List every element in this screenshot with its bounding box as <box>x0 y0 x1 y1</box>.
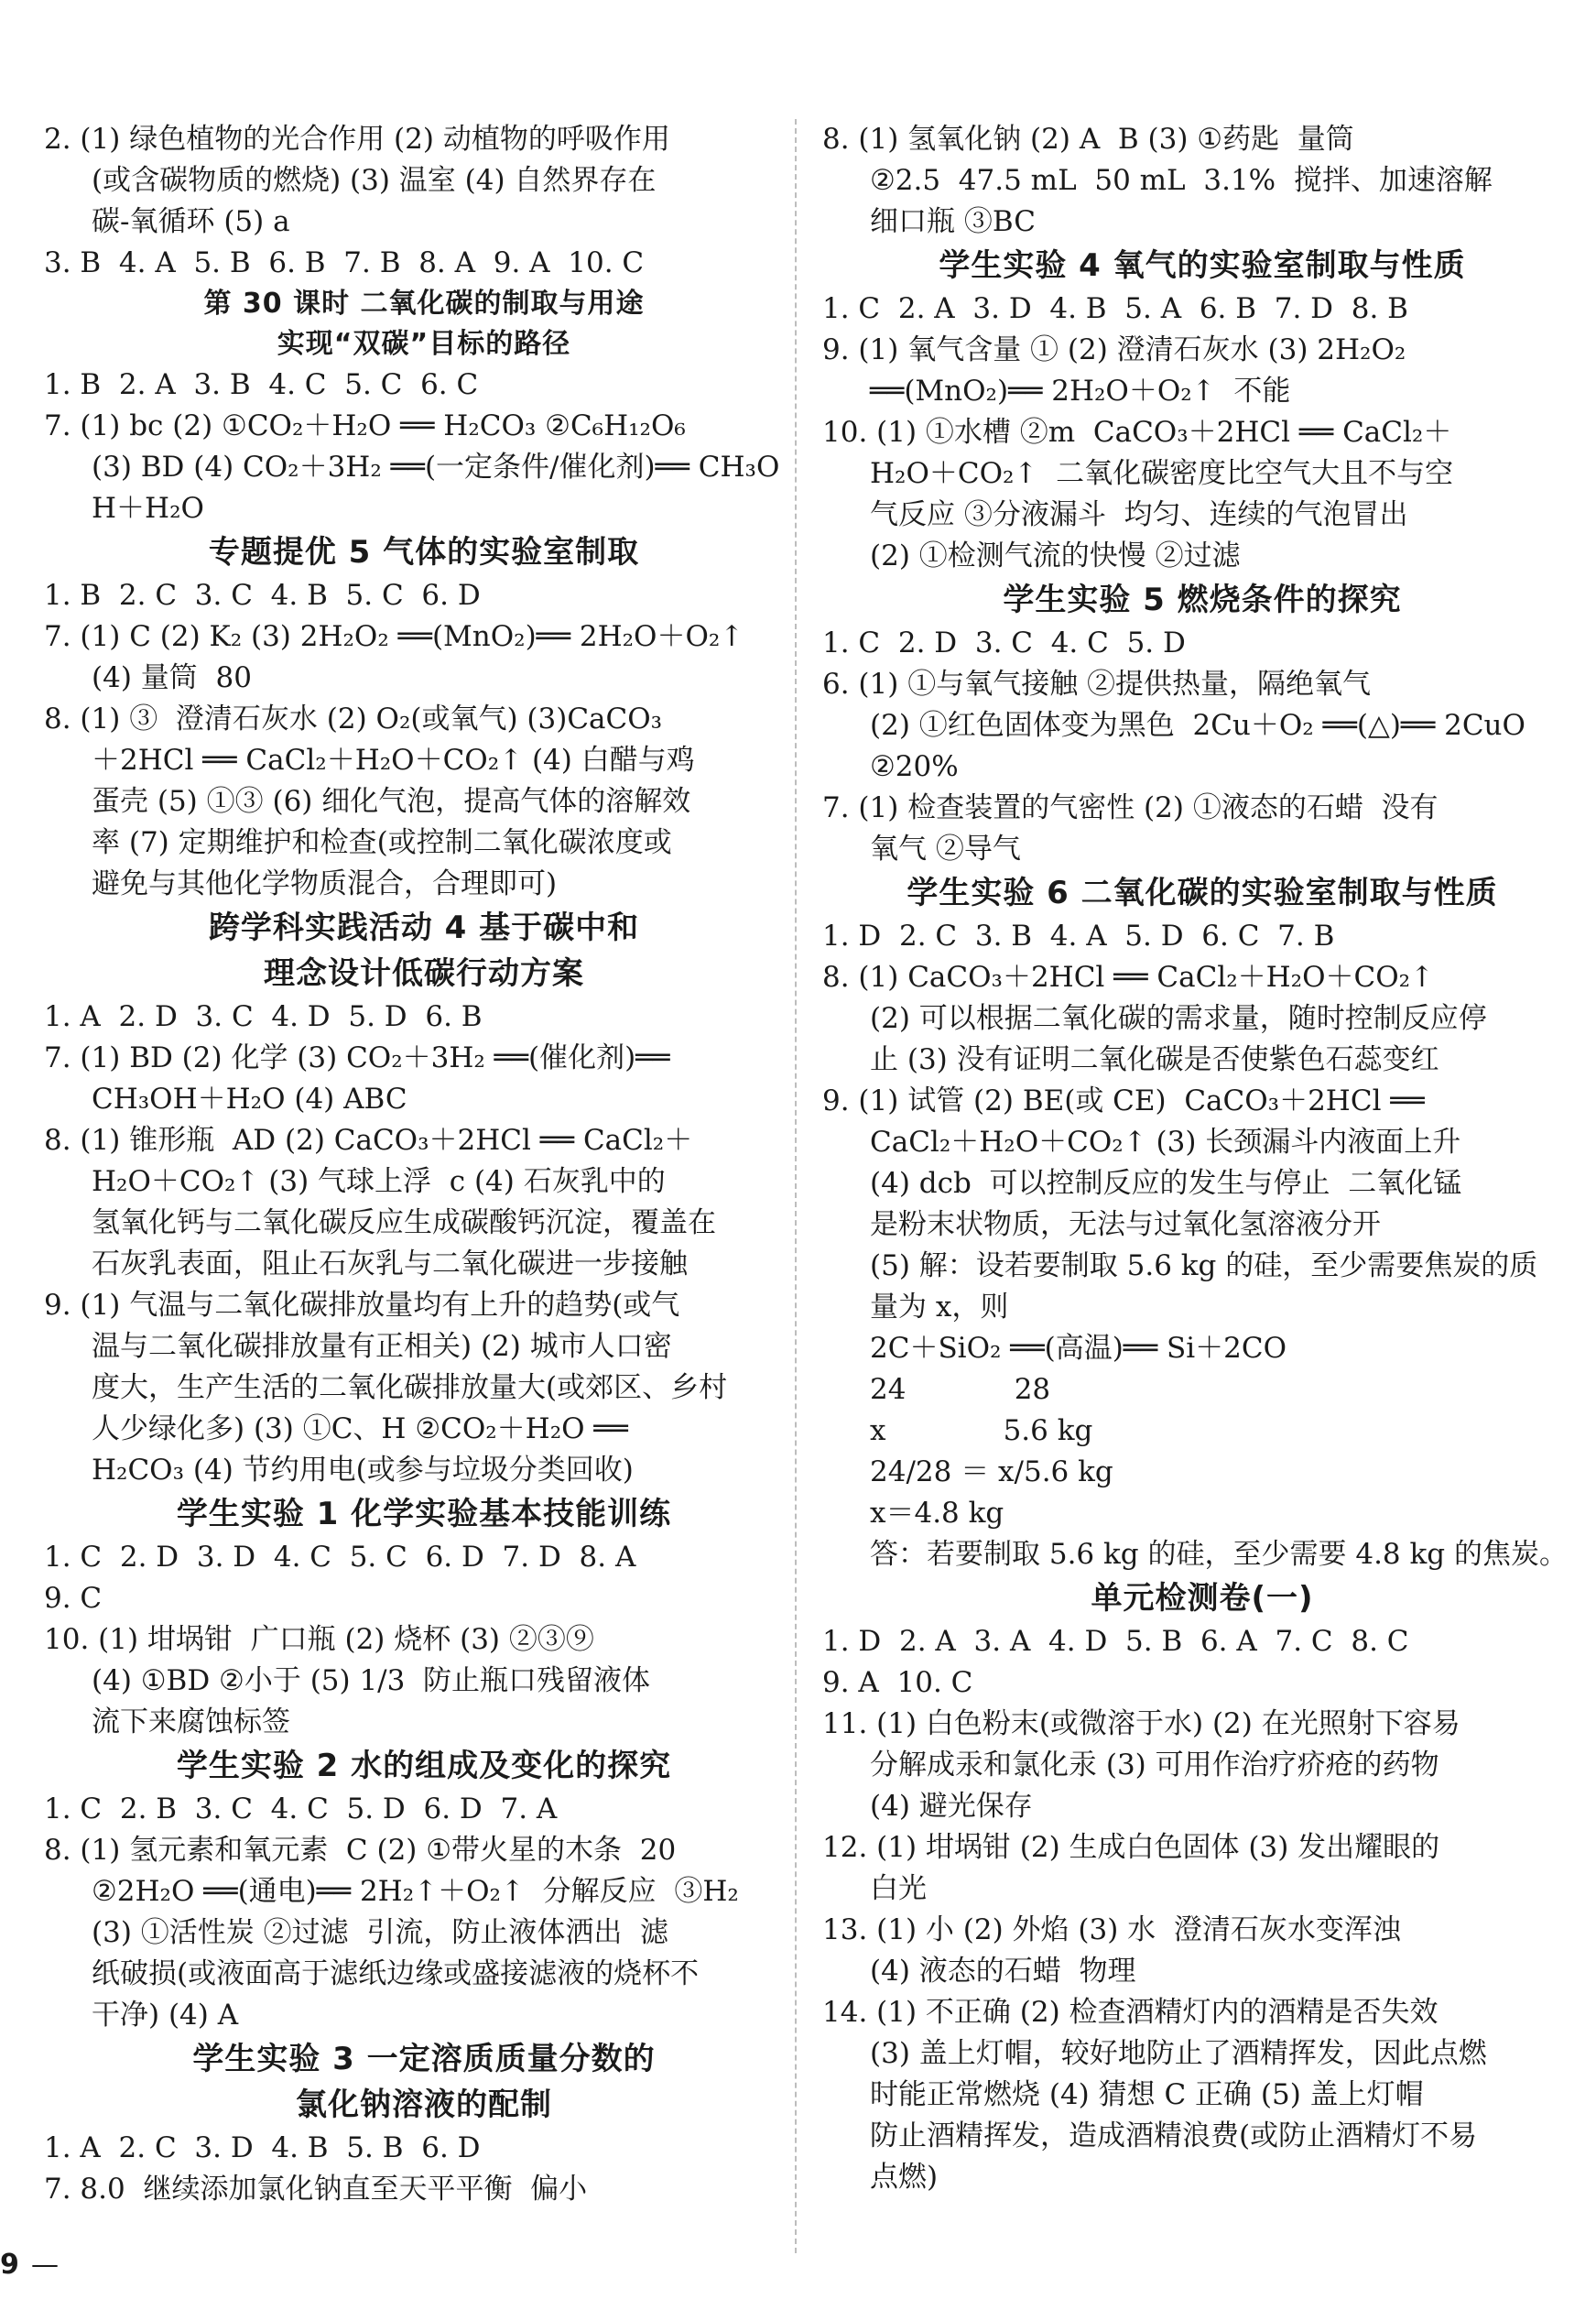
answer-line: 人少绿化多) (3) ①C、H ②CO₂＋H₂O ══ <box>92 1412 628 1445</box>
answer-line: 止 (3) 没有证明二氧化碳是否使紫色石蕊变红 <box>870 1043 1439 1076</box>
answer-line: 7. (1) BD (2) 化学 (3) CO₂＋3H₂ ══(催化剂)══ <box>44 1041 670 1074</box>
answer-line: 10. (1) 坩埚钳 广口瓶 (2) 烧杯 (3) ②③⑨ <box>44 1623 594 1656</box>
section-heading: 学生实验 2 水的组成及变化的探究 <box>176 1748 672 1784</box>
answer-line: 9. (1) 试管 (2) BE(或 CE) CaCO₃＋2HCl ══ <box>822 1084 1425 1117</box>
answer-line: (2) 可以根据二氧化碳的需求量，随时控制反应停 <box>870 1002 1487 1035</box>
answer-line: 11. (1) 白色粉末(或微溶于水) (2) 在光照射下容易 <box>822 1707 1460 1740</box>
answer-line: 7. (1) bc (2) ①CO₂＋H₂O ══ H₂CO₃ ②C₆H₁₂O₆ <box>44 409 686 442</box>
answer-line: 8. (1) 锥形瓶 AD (2) CaCO₃＋2HCl ══ CaCl₂＋ <box>44 1124 693 1157</box>
answer-line: 8. (1) 氢氧化钠 (2) A B (3) ①药匙 量筒 <box>822 123 1354 156</box>
answer-line: 流下来腐蚀标签 <box>92 1705 290 1738</box>
section-heading: 学生实验 4 氧气的实验室制取与性质 <box>939 247 1466 284</box>
answer-line: 时能正常燃烧 (4) 猜想 C 正确 (5) 盖上灯帽 <box>870 2078 1424 2111</box>
answer-line: 氧气 ②导气 <box>870 833 1021 866</box>
answer-line: 1. B 2. C 3. C 4. B 5. C 6. D <box>44 579 481 612</box>
answer-line: 9. C <box>44 1582 103 1615</box>
answer-line: x＝4.8 kg <box>870 1497 1004 1530</box>
answer-line: 量为 x，则 <box>870 1291 1009 1324</box>
answer-line: 干净) (4) A <box>92 1999 239 2032</box>
answer-line: 3. B 4. A 5. B 6. B 7. B 8. A 9. A 10. C <box>44 246 645 279</box>
answer-line: H₂O＋CO₂↑ 二氧化碳密度比空气大且不与空 <box>870 457 1454 490</box>
answer-line: 12. (1) 坩埚钳 (2) 生成白色固体 (3) 发出耀眼的 <box>822 1831 1440 1864</box>
section-heading: 第 30 课时 二氧化碳的制取与用途 <box>203 288 645 320</box>
section-heading: 学生实验 5 燃烧条件的探究 <box>1003 582 1402 618</box>
answer-line: 6. (1) ①与氧气接触 ②提供热量，隔绝氧气 <box>822 668 1372 701</box>
answer-line: (3) ①活性炭 ②过滤 引流，防止液体洒出 滤 <box>92 1916 669 1949</box>
answer-line: (或含碳物质的燃烧) (3) 温室 (4) 自然界存在 <box>92 164 657 197</box>
answer-line: 1. C 2. D 3. D 4. C 5. C 6. D 7. D 8. A <box>44 1541 636 1574</box>
answer-line: 1. A 2. D 3. C 4. D 5. D 6. B <box>44 1000 483 1033</box>
answer-line: 度大，生产生活的二氧化碳排放量大(或郊区、乡村 <box>92 1371 728 1404</box>
answer-line: 1. A 2. C 3. D 4. B 5. B 6. D <box>44 2131 481 2164</box>
answer-line: 率 (7) 定期维护和检查(或控制二氧化碳浓度或 <box>92 826 672 859</box>
answer-line: 8. (1) 氢元素和氧元素 C (2) ①带火星的木条 20 <box>44 1834 677 1867</box>
answer-line: x 5.6 kg <box>870 1414 1093 1447</box>
answer-line: 1. C 2. B 3. C 4. C 5. D 6. D 7. A <box>44 1792 558 1825</box>
answer-line: (2) ①检测气流的快慢 ②过滤 <box>870 539 1241 572</box>
answer-line: 点燃) <box>870 2161 939 2194</box>
answer-line: 9. (1) 气温与二氧化碳排放量均有上升的趋势(或气 <box>44 1289 680 1322</box>
answer-line: (2) ①红色固体变为黑色 2Cu＋O₂ ══(△)══ 2CuO <box>870 709 1525 742</box>
section-heading: 跨学科实践活动 4 基于碳中和 <box>208 910 640 946</box>
answer-line: (4) 量筒 80 <box>92 661 252 694</box>
column-divider <box>795 119 797 2253</box>
answer-line: 白光 <box>870 1872 927 1905</box>
answer-line: 气反应 ③分液漏斗 均匀、连续的气泡冒出 <box>870 498 1408 531</box>
answer-line: 氢氧化钙与二氧化碳反应生成碳酸钙沉淀，覆盖在 <box>92 1206 716 1239</box>
section-heading: 专题提优 5 气体的实验室制取 <box>208 534 640 571</box>
answer-line: 24/28 ＝ x/5.6 kg <box>870 1455 1113 1488</box>
page-number-dash: — <box>31 2249 59 2281</box>
answer-line: 是粉末状物质，无法与过氧化氢溶液分开 <box>870 1208 1381 1241</box>
answer-line: 9. (1) 氧气含量 ① (2) 澄清石灰水 (3) 2H₂O₂ <box>822 333 1406 366</box>
left-column <box>44 119 804 2210</box>
answer-line: 8. (1) ③ 澄清石灰水 (2) O₂(或氧气) (3)CaCO₃ <box>44 703 663 735</box>
section-heading: 实现“双碳”目标的路径 <box>277 328 571 360</box>
answer-line: (4) ①BD ②小于 (5) 1/3 防止瓶口残留液体 <box>92 1664 651 1697</box>
answer-line: 1. D 2. A 3. A 4. D 5. B 6. A 7. C 8. C <box>822 1625 1409 1658</box>
answer-line: 14. (1) 不正确 (2) 检查酒精灯内的酒精是否失效 <box>822 1996 1439 2029</box>
answer-line: 10. (1) ①水槽 ②m CaCO₃＋2HCl ══ CaCl₂＋ <box>822 416 1452 449</box>
answer-line: 7. 8.0 继续添加氯化钠直至天平平衡 偏小 <box>44 2173 588 2206</box>
answer-line: ②2H₂O ══(通电)══ 2H₂↑＋O₂↑ 分解反应 ③H₂ <box>92 1875 739 1908</box>
answer-line: (4) 避光保存 <box>870 1790 1033 1823</box>
answer-line: 答：若要制取 5.6 kg 的硅，至少需要 4.8 kg 的焦炭。 <box>870 1538 1568 1571</box>
answer-line: 蛋壳 (5) ①③ (6) 细化气泡，提高气体的溶解效 <box>92 785 691 818</box>
section-heading: 单元检测卷(一) <box>1091 1580 1314 1617</box>
answer-line: 石灰乳表面，阻止石灰乳与二氧化碳进一步接触 <box>92 1248 688 1280</box>
answer-line: 7. (1) 检查装置的气密性 (2) ①液态的石蜡 没有 <box>822 791 1439 824</box>
answer-line: 24 28 <box>870 1373 1051 1406</box>
answer-line: (4) 液态的石蜡 物理 <box>870 1955 1136 1988</box>
answer-line: (5) 解：设若要制取 5.6 kg 的硅，至少需要焦炭的质 <box>870 1249 1538 1282</box>
answer-line: (3) BD (4) CO₂＋3H₂ ══(一定条件/催化剂)══ CH₃OH＋H₂O <box>92 451 780 525</box>
page-number: 9 <box>0 2249 19 2281</box>
answer-line: 1. D 2. C 3. B 4. A 5. D 6. C 7. B <box>822 920 1335 953</box>
answer-line: 2C＋SiO₂ ══(高温)══ Si＋2CO <box>870 1332 1287 1365</box>
answer-line: 1. C 2. D 3. C 4. C 5. D <box>822 627 1186 659</box>
section-heading: 学生实验 1 化学实验基本技能训练 <box>176 1496 672 1532</box>
answer-line: ②20% <box>870 750 959 783</box>
answer-line: ＋2HCl ══ CaCl₂＋H₂O＋CO₂↑ (4) 白醋与鸡 <box>92 744 695 777</box>
answer-line: 13. (1) 小 (2) 外焰 (3) 水 澄清石灰水变浑浊 <box>822 1913 1401 1946</box>
right-column <box>822 119 1582 2198</box>
answer-line: 8. (1) CaCO₃＋2HCl ══ CaCl₂＋H₂O＋CO₂↑ <box>822 961 1435 994</box>
section-heading: 学生实验 3 一定溶质质量分数的 <box>192 2041 656 2077</box>
answer-line: 细口瓶 ③BC <box>870 205 1036 238</box>
answer-line: 纸破损(或液面高于滤纸边缘或盛接滤液的烧杯不 <box>92 1957 700 1990</box>
answer-line: 温与二氧化碳排放量有正相关) (2) 城市人口密 <box>92 1330 672 1363</box>
answer-line: H₂O＋CO₂↑ (3) 气球上浮 c (4) 石灰乳中的 <box>92 1165 666 1198</box>
section-heading: 理念设计低碳行动方案 <box>264 955 584 992</box>
section-heading: 氯化钠溶液的配制 <box>296 2087 552 2123</box>
answer-line: CaCl₂＋H₂O＋CO₂↑ (3) 长颈漏斗内液面上升 <box>870 1126 1461 1159</box>
answer-line: 1. C 2. A 3. D 4. B 5. A 6. B 7. D 8. B <box>822 292 1408 325</box>
answer-line: H₂CO₃ (4) 节约用电(或参与垃圾分类回收) <box>92 1454 634 1487</box>
answer-line: 2. (1) 绿色植物的光合作用 (2) 动植物的呼吸作用 <box>44 123 670 156</box>
answer-line: CH₃OH＋H₂O (4) ABC <box>92 1083 407 1116</box>
answer-line: 防止酒精挥发，造成酒精浪费(或防止酒精灯不易 <box>870 2119 1478 2152</box>
answer-line: (4) dcb 可以控制反应的发生与停止 二氧化锰 <box>870 1167 1462 1200</box>
answer-line: 避免与其他化学物质混合，合理即可) <box>92 867 558 900</box>
answer-line: 1. B 2. A 3. B 4. C 5. C 6. C <box>44 368 479 401</box>
answer-line: 9. A 10. C <box>822 1666 973 1699</box>
answer-line: (3) 盖上灯帽，较好地防止了酒精挥发，因此点燃 <box>870 2037 1487 2070</box>
answer-line: ══(MnO₂)══ 2H₂O＋O₂↑ 不能 <box>870 375 1291 408</box>
section-heading: 学生实验 6 二氧化碳的实验室制取与性质 <box>907 875 1498 911</box>
answer-line: 碳-氧循环 (5) a <box>92 205 290 238</box>
answer-line: ②2.5 47.5 mL 50 mL 3.1% 搅拌、加速溶解 <box>870 164 1493 197</box>
answer-line: 7. (1) C (2) K₂ (3) 2H₂O₂ ══(MnO₂)══ 2H₂O＋O₂↑ <box>44 620 744 653</box>
answer-line: 分解成汞和氯化汞 (3) 可用作治疗疥疮的药物 <box>870 1749 1439 1781</box>
